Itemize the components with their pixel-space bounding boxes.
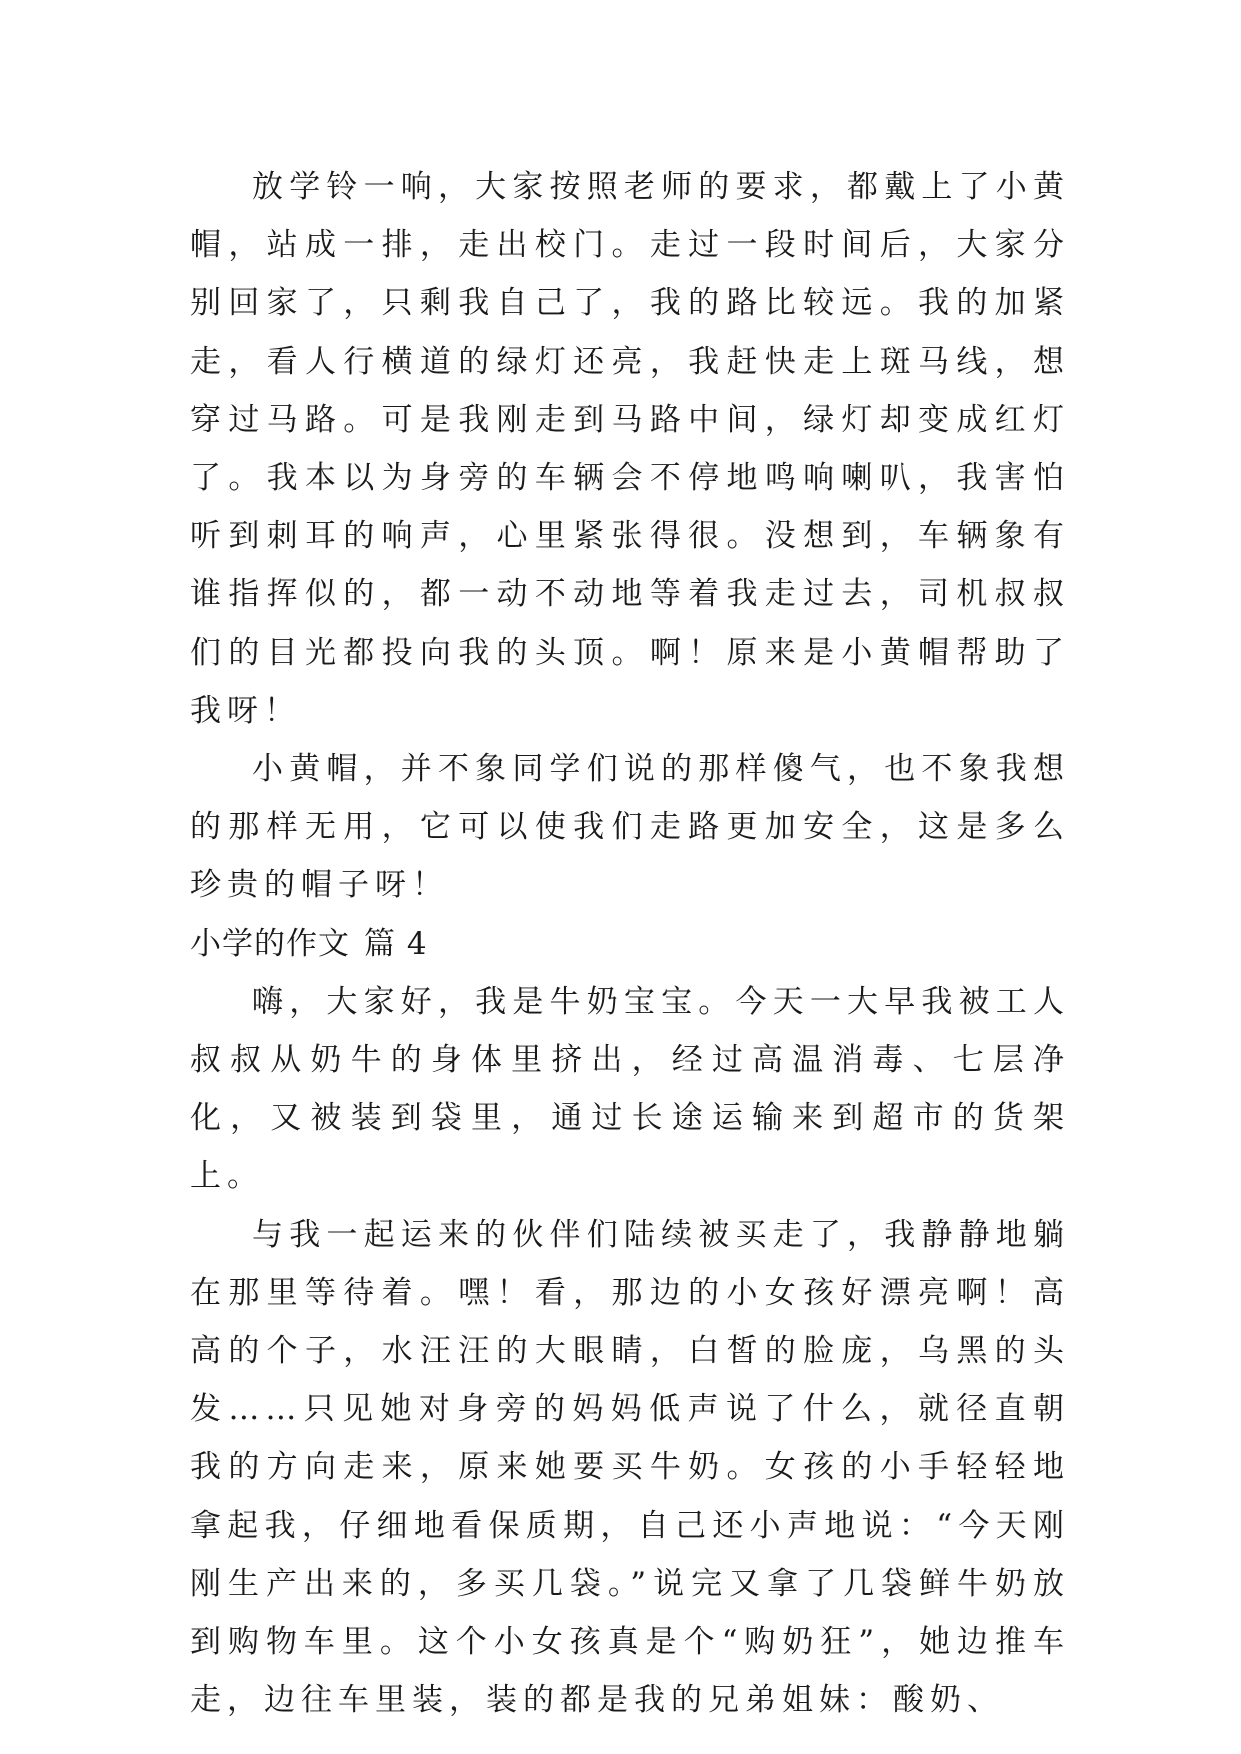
paragraph-milk-girl: 与我一起运来的伙伴们陆续被买走了，我静静地躺在那里等待着。嘿！看，那边的小女孩好漂亮啊！高高的个子，水汪汪的大眼睛，白皙的脸庞，乌黑的头发……只见她对身旁的妈妈低声说了什么，就径直朝我的方向走来，原来她要买牛奶。女孩的小手轻轻地拿起我，仔细地看保质期，自己还小声地说：“今天刚刚生产出来的，多买几袋。”说完又拿了几袋鲜牛奶放到购物车里。这个小女孩真是个“购奶狂”，她边推车走，边往车里装，装的都是我的兄弟姐妹：酸奶、 bbox=[190, 1216, 1070, 1719]
document-body bbox=[190, 158, 1070, 1729]
paragraph-milk-intro: 嗨，大家好，我是牛奶宝宝。今天一大早我被工人叔叔从奶牛的身体里挤出，经过高温消毒、七层净化，又被装到袋里，通过长途运输来到超市的货架上。 bbox=[190, 983, 1070, 1195]
paragraph-yellow-hat-conclusion: 小黄帽，并不象同学们说的那样傻气，也不象我想的那样无用，它可以使我们走路更加安全，这是多么珍贵的帽子呀！ bbox=[190, 751, 1070, 904]
paragraph-yellow-hat-story: 放学铃一响，大家按照老师的要求，都戴上了小黄帽，站成一排，走出校门。走过一段时间后，大家分别回家了，只剩我自己了，我的路比较远。我的加紧走，看人行横道的绿灯还亮，我赶快走上斑马线，想穿过马路。可是我刚走到马路中间，绿灯却变成红灯了。我本以为身旁的车辆会不停地鸣响喇叭，我害怕听到刺耳的响声，心里紧张得很。没想到，车辆象有谁指挥似的，都一动不动地等着我走过去，司机叔叔们的目光都投向我的头顶。啊！原来是小黄帽帮助了我呀！ bbox=[190, 169, 1070, 729]
section-heading bbox=[190, 915, 1070, 973]
section-number: 篇 4 bbox=[364, 925, 428, 962]
section-title: 小学的作文 bbox=[190, 925, 350, 962]
